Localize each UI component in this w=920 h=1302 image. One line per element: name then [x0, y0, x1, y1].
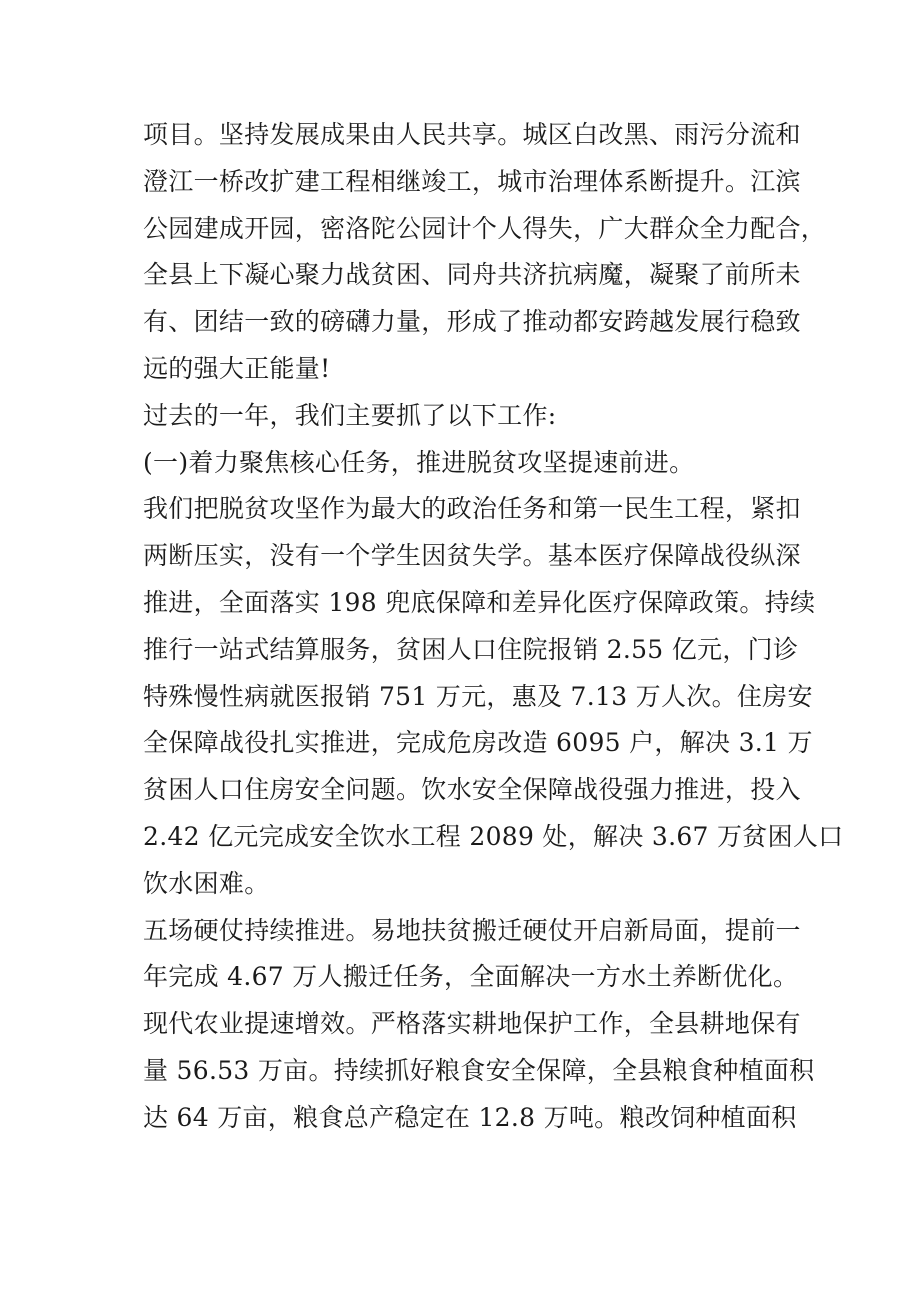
- text-line: 有、团结一致的磅礴力量，形成了推动都安跨越发展行稳致: [143, 307, 801, 337]
- text-line: 饮水困难。: [143, 868, 270, 898]
- text-line: 推行一站式结算服务，贫困人口住院报销 2.55 亿元，门诊: [143, 634, 799, 664]
- text-line: 澄江一桥改扩建工程相继竣工，城市治理体系断提升。江滨: [143, 166, 801, 196]
- text-line: 现代农业提速增效。严格落实耕地保护工作，全县耕地保有: [143, 1009, 801, 1039]
- text-line: 年完成 4.67 万人搬迁任务，全面解决一方水土养断优化。: [143, 962, 799, 992]
- text-line: 五场硬仗持续推进。易地扶贫搬迁硬仗开启新局面，提前一: [143, 915, 801, 945]
- text-line: 全保障战役扎实推进，完成危房改造 6095 户，解决 3.1 万: [143, 728, 813, 758]
- text-line: 远的强大正能量!: [143, 353, 331, 383]
- text-line: 推进，全面落实 198 兜底保障和差异化医疗保障政策。持续: [143, 587, 816, 617]
- text-line: 项目。坚持发展成果由人民共享。城区白改黑、雨污分流和: [143, 120, 801, 149]
- text-line: 我们把脱贫攻坚作为最大的政治任务和第一民生工程，紧扣: [143, 494, 801, 524]
- text-line: 过去的一年，我们主要抓了以下工作:: [143, 400, 557, 430]
- body-text: [143, 112, 844, 1142]
- text-line: 达 64 万亩，粮食总产稳定在 12.8 万吨。粮改饲种植面积: [143, 1102, 797, 1132]
- text-line: 全县上下凝心聚力战贫困、同舟共济抗病魔，凝聚了前所未: [143, 260, 801, 290]
- text-line: 两断压实，没有一个学生因贫失学。基本医疗保障战役纵深: [143, 541, 801, 571]
- text-line: 公园建成开园，密洛陀公园计个人得失，广大群众全力配合，: [143, 213, 827, 243]
- section-heading: (一)着力聚焦核心任务，推进脱贫攻坚提速前进。: [143, 447, 695, 477]
- text-line: 贫困人口住房安全问题。饮水安全保障战役强力推进，投入: [143, 775, 801, 805]
- text-line: 特殊慢性病就医报销 751 万元，惠及 7.13 万人次。住房安: [143, 681, 813, 711]
- text-line: 量 56.53 万亩。持续抓好粮食安全保障，全县粮食种植面积: [143, 1055, 815, 1085]
- text-line: 2.42 亿元完成安全饮水工程 2089 处，解决 3.67 万贫困人口: [143, 821, 844, 851]
